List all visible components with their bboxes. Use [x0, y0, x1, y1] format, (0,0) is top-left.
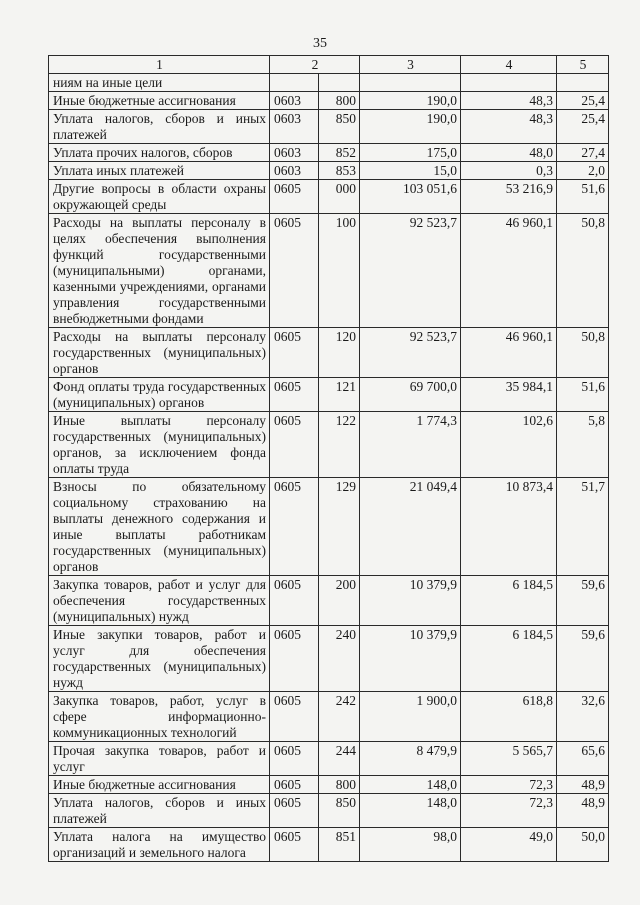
row-planned: 1 774,3: [360, 412, 461, 478]
table-row: [49, 74, 609, 92]
row-planned: 15,0: [360, 162, 461, 180]
row-planned: 190,0: [360, 92, 461, 110]
row-name: Уплата налогов, сборов и иных платежей: [49, 794, 270, 828]
table-row: [49, 776, 609, 794]
row-name: Иные бюджетные ассигнования: [49, 92, 270, 110]
row-section-code: 0603: [270, 162, 319, 180]
row-percent: 2,0: [557, 162, 609, 180]
row-planned: 148,0: [360, 794, 461, 828]
row-planned: 175,0: [360, 144, 461, 162]
row-percent: 59,6: [557, 576, 609, 626]
table-row: [49, 92, 609, 110]
row-planned: 69 700,0: [360, 378, 461, 412]
table-row: [49, 144, 609, 162]
row-name: ниям на иные цели: [49, 74, 270, 92]
header-col-3: 3: [360, 56, 461, 74]
table-row: [49, 692, 609, 742]
row-expense-type-code: 850: [319, 110, 360, 144]
row-percent: 5,8: [557, 412, 609, 478]
row-percent: 51,7: [557, 478, 609, 576]
table-row: [49, 328, 609, 378]
row-section-code: 0605: [270, 214, 319, 328]
row-section-code: [270, 74, 319, 92]
row-name: Прочая закупка товаров, работ и услуг: [49, 742, 270, 776]
table-row: [49, 110, 609, 144]
row-executed: [461, 74, 557, 92]
row-percent: 48,9: [557, 794, 609, 828]
table-row: [49, 478, 609, 576]
row-executed: 72,3: [461, 794, 557, 828]
row-section-code: 0605: [270, 828, 319, 862]
table-row: [49, 742, 609, 776]
row-section-code: 0603: [270, 144, 319, 162]
table-row: [49, 828, 609, 862]
row-planned: 190,0: [360, 110, 461, 144]
table-row: [49, 214, 609, 328]
row-section-code: 0605: [270, 742, 319, 776]
row-name: Уплата иных платежей: [49, 162, 270, 180]
row-name: Фонд оплаты труда государственных (муниципальных) органов: [49, 378, 270, 412]
row-expense-type-code: 244: [319, 742, 360, 776]
row-name: Уплата налога на имущество организаций и земельного налога: [49, 828, 270, 862]
row-section-code: 0603: [270, 110, 319, 144]
row-planned: 103 051,6: [360, 180, 461, 214]
table-header-row: [49, 56, 609, 74]
row-expense-type-code: 100: [319, 214, 360, 328]
row-name: Другие вопросы в области охраны окружающей среды: [49, 180, 270, 214]
row-executed: 5 565,7: [461, 742, 557, 776]
row-section-code: 0605: [270, 412, 319, 478]
row-expense-type-code: 800: [319, 776, 360, 794]
table-row: [49, 576, 609, 626]
row-percent: [557, 74, 609, 92]
row-planned: 98,0: [360, 828, 461, 862]
row-expense-type-code: 852: [319, 144, 360, 162]
row-planned: 1 900,0: [360, 692, 461, 742]
row-planned: 92 523,7: [360, 328, 461, 378]
header-col-5: 5: [557, 56, 609, 74]
row-name: Иные закупки товаров, работ и услуг для обеспечения государственных (муниципальных) нужд: [49, 626, 270, 692]
row-section-code: 0605: [270, 776, 319, 794]
row-expense-type-code: 800: [319, 92, 360, 110]
row-percent: 50,8: [557, 328, 609, 378]
row-name: Уплата налогов, сборов и иных платежей: [49, 110, 270, 144]
row-percent: 32,6: [557, 692, 609, 742]
row-percent: 25,4: [557, 110, 609, 144]
row-executed: 48,3: [461, 110, 557, 144]
row-expense-type-code: 242: [319, 692, 360, 742]
table-row: [49, 794, 609, 828]
row-expense-type-code: 200: [319, 576, 360, 626]
row-percent: 65,6: [557, 742, 609, 776]
row-name: Иные выплаты персоналу государственных (муниципальных) органов, за исключением фонда оплаты труда: [49, 412, 270, 478]
row-planned: 92 523,7: [360, 214, 461, 328]
row-executed: 46 960,1: [461, 328, 557, 378]
row-percent: 25,4: [557, 92, 609, 110]
row-name: Расходы на выплаты персоналу в целях обеспечения выполнения функций государственными (муниципальными) органами, казенными учреждениями, органами управления государственными внебюджетными фондами: [49, 214, 270, 328]
table-row: [49, 162, 609, 180]
header-col-4: 4: [461, 56, 557, 74]
row-executed: 48,3: [461, 92, 557, 110]
row-expense-type-code: 129: [319, 478, 360, 576]
row-expense-type-code: 122: [319, 412, 360, 478]
row-percent: 27,4: [557, 144, 609, 162]
table-row: [49, 412, 609, 478]
row-section-code: 0605: [270, 692, 319, 742]
row-executed: 102,6: [461, 412, 557, 478]
row-percent: 51,6: [557, 180, 609, 214]
page-number: 35: [313, 36, 327, 51]
row-section-code: 0605: [270, 180, 319, 214]
row-expense-type-code: 851: [319, 828, 360, 862]
row-name: Закупка товаров, работ и услуг для обеспечения государственных (муниципальных) нужд: [49, 576, 270, 626]
row-planned: 21 049,4: [360, 478, 461, 576]
table-row: [49, 626, 609, 692]
row-section-code: 0603: [270, 92, 319, 110]
row-section-code: 0605: [270, 794, 319, 828]
row-section-code: 0605: [270, 576, 319, 626]
row-expense-type-code: 121: [319, 378, 360, 412]
row-percent: 50,8: [557, 214, 609, 328]
row-executed: 72,3: [461, 776, 557, 794]
row-executed: 53 216,9: [461, 180, 557, 214]
row-executed: 35 984,1: [461, 378, 557, 412]
row-planned: [360, 74, 461, 92]
row-section-code: 0605: [270, 478, 319, 576]
row-expense-type-code: 850: [319, 794, 360, 828]
table-row: [49, 378, 609, 412]
row-percent: 48,9: [557, 776, 609, 794]
header-col-2: 2: [270, 56, 360, 74]
row-expense-type-code: 240: [319, 626, 360, 692]
row-expense-type-code: [319, 74, 360, 92]
row-planned: 8 479,9: [360, 742, 461, 776]
row-executed: 618,8: [461, 692, 557, 742]
row-name: Закупка товаров, работ, услуг в сфере информационно-коммуникационных технологий: [49, 692, 270, 742]
row-name: Расходы на выплаты персоналу государственных (муниципальных) органов: [49, 328, 270, 378]
row-expense-type-code: 120: [319, 328, 360, 378]
table-row: [49, 180, 609, 214]
row-planned: 10 379,9: [360, 626, 461, 692]
row-name: Взносы по обязательному социальному страхованию на выплаты денежного содержания и иные выплаты работникам государственных (муниципальных) органов: [49, 478, 270, 576]
row-name: Иные бюджетные ассигнования: [49, 776, 270, 794]
row-executed: 0,3: [461, 162, 557, 180]
row-percent: 59,6: [557, 626, 609, 692]
row-executed: 46 960,1: [461, 214, 557, 328]
row-executed: 6 184,5: [461, 576, 557, 626]
row-expense-type-code: 000: [319, 180, 360, 214]
row-percent: 50,0: [557, 828, 609, 862]
row-executed: 6 184,5: [461, 626, 557, 692]
row-executed: 49,0: [461, 828, 557, 862]
row-expense-type-code: 853: [319, 162, 360, 180]
row-name: Уплата прочих налогов, сборов: [49, 144, 270, 162]
budget-table: [48, 55, 609, 862]
table-body: [49, 74, 609, 862]
row-executed: 10 873,4: [461, 478, 557, 576]
row-executed: 48,0: [461, 144, 557, 162]
row-section-code: 0605: [270, 626, 319, 692]
header-col-1: 1: [49, 56, 270, 74]
row-section-code: 0605: [270, 378, 319, 412]
row-percent: 51,6: [557, 378, 609, 412]
row-planned: 148,0: [360, 776, 461, 794]
row-section-code: 0605: [270, 328, 319, 378]
row-planned: 10 379,9: [360, 576, 461, 626]
